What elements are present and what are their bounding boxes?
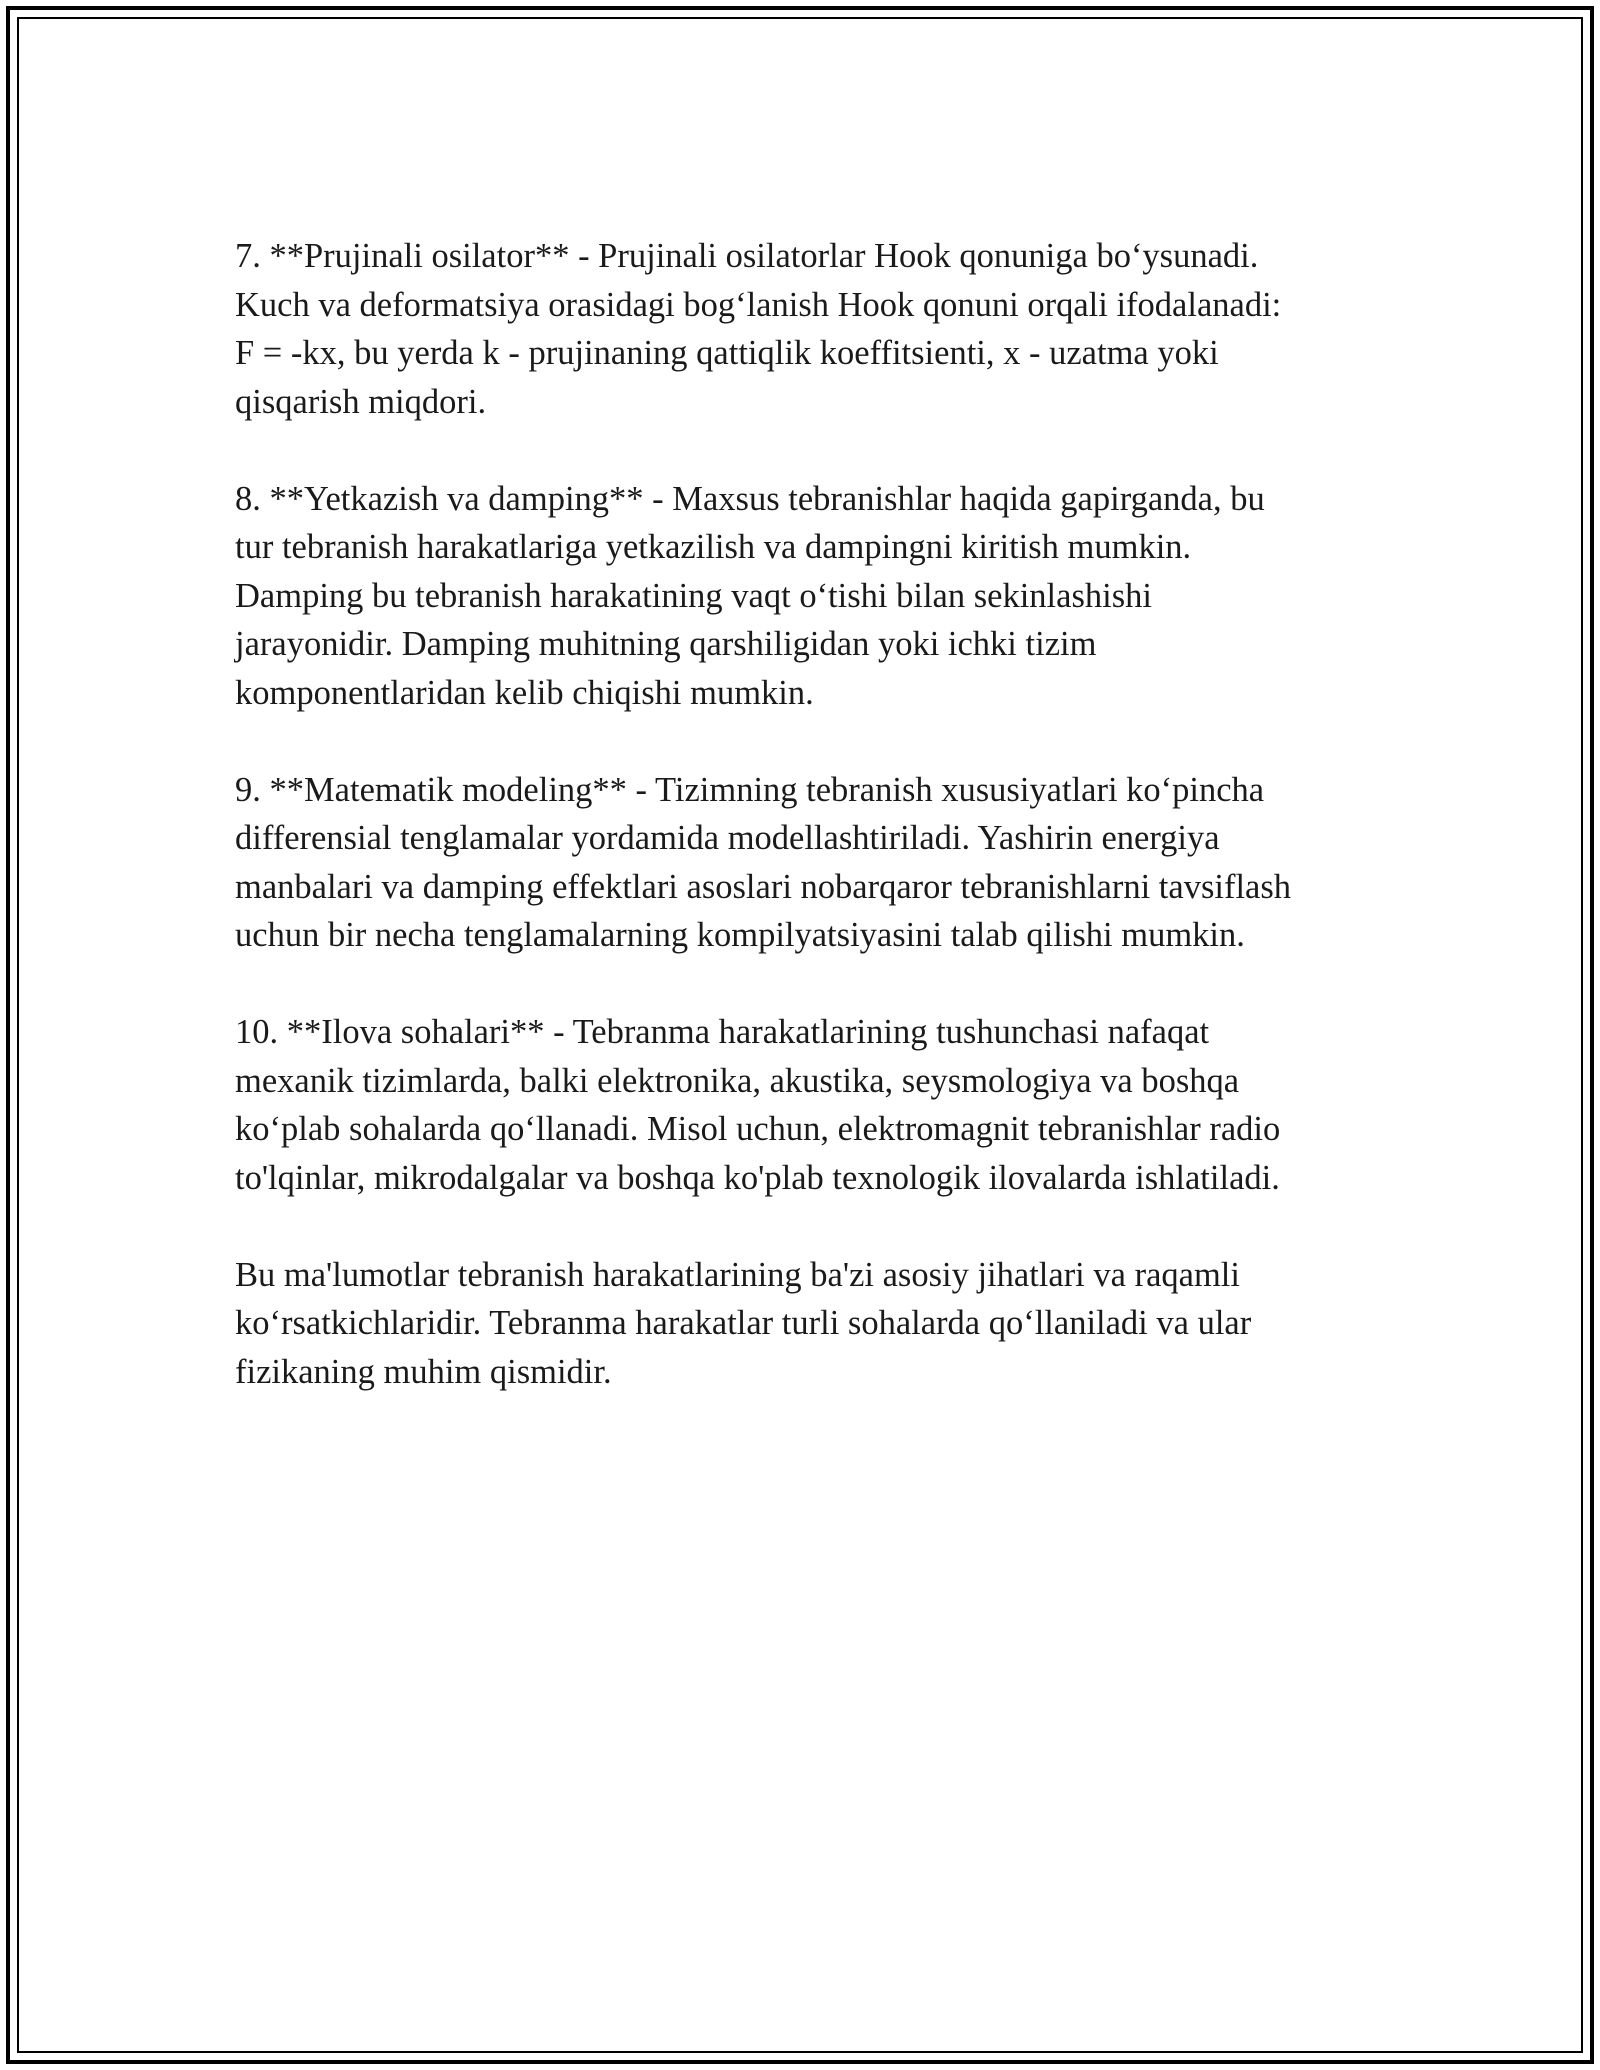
document-body <box>235 232 1375 1445</box>
paragraph-matematik-modeling: 9. **Matematik modeling** - Tizimning tebranish xususiyatlari ko‘pincha differensial tenglamalar yordamida modellashtiriladi. Yashirin energiya manbalari va damping effektlari asoslari nobarqaror tebranishlarni tavsiflash uchun bir necha tenglamalarning kompilyatsiyasini talab qilishi mumkin. <box>235 770 1292 954</box>
paragraph-conclusion: Bu ma'lumotlar tebranish harakatlarining ba'zi asosiy jihatlari va raqamli ko‘rsatkichlaridir. Tebranma harakatlar turli sohalarda qo‘llaniladi va ular fizikaning muhim qismidir. <box>235 1255 1252 1391</box>
paragraph-ilova-sohalari: 10. **Ilova sohalari** - Tebranma harakatlarining tushunchasi nafaqat mexanik tizimlarda, balki elektronika, akustika, seysmologiya va boshqa ko‘plab sohalarda qo‘llanadi. Misol uchun, elektromagnit tebranishlar radio to'lqinlar, mikrodalgalar va boshqa ko'plab texnologik ilovalarda ishlatiladi. <box>235 1013 1281 1197</box>
paragraph-yetkazish-va-damping: 8. **Yetkazish va damping** - Maxsus tebranishlar haqida gapirganda, bu tur tebranish harakatlariga yetkazilish va dampingni kiritish mumkin. Damping bu tebranish harakatining vaqt o‘tishi bilan sekinlashishi jarayonidir. Damping muhitning qarshiligidan yoki ichki tizim komponentlaridan kelib chiqishi mumkin. <box>235 479 1265 712</box>
paragraph-prujinali-osilator: 7. **Prujinali osilator** - Prujinali osilatorlar Hook qonuniga bo‘ysunadi. Kuch va deformatsiya orasidagi bog‘lanish Hook qonuni orqali ifodalanadi: F = -kx, bu yerda k - prujinaning qattiqlik koeffitsienti, x - uzatma yoki qisqarish miqdori. <box>235 237 1282 421</box>
